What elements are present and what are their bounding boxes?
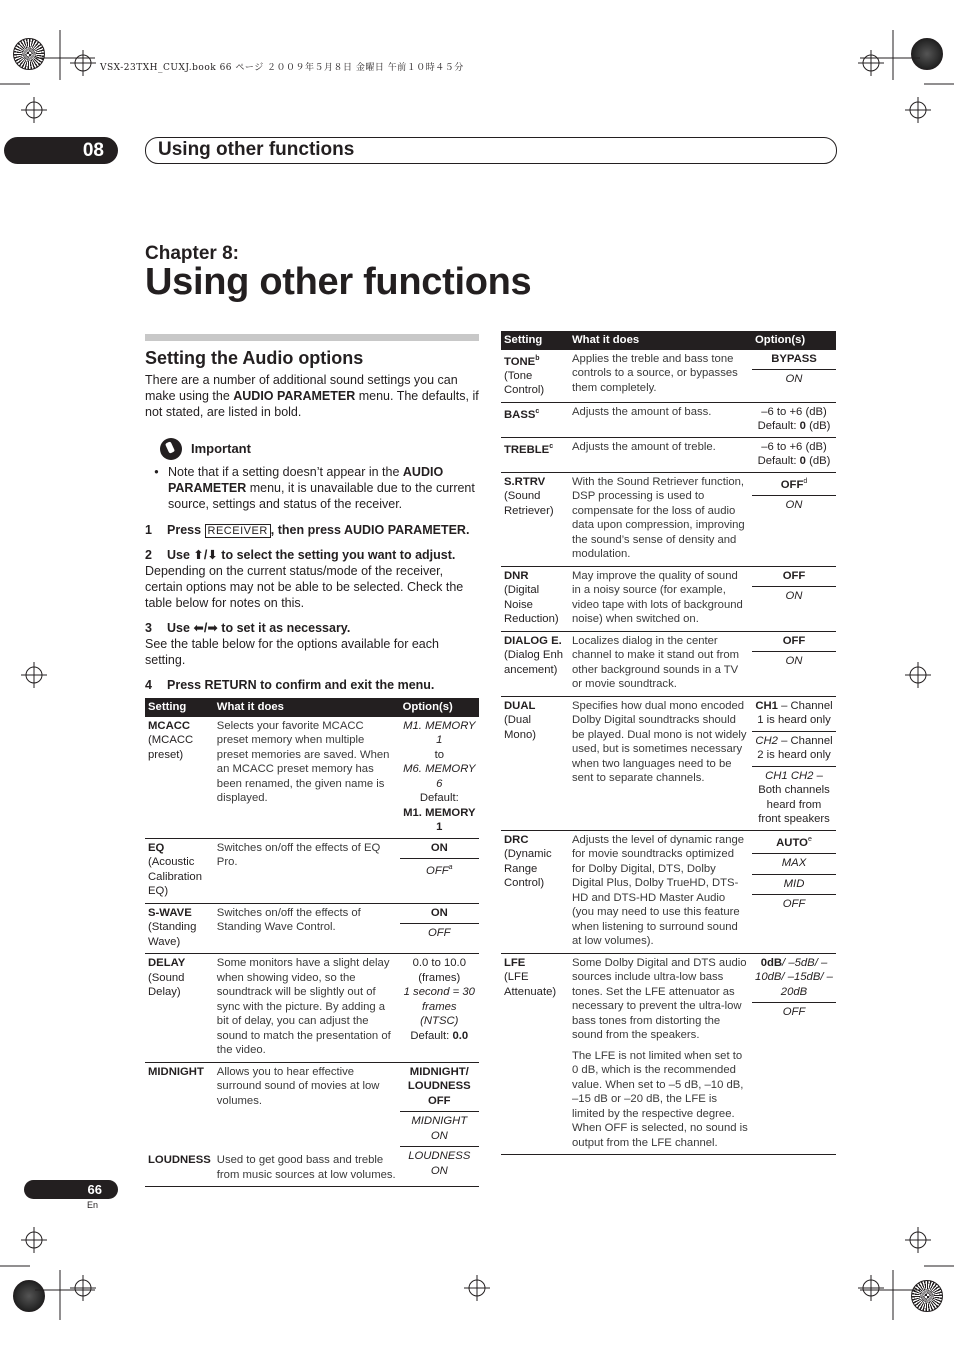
table-row: BASS$^c$ Adjusts the amount of bass. –6 to +6 (dB) Default: 0 (dB) — [501, 402, 836, 437]
table-row: MCACC (MCACC preset) Selects your favorite MCACC preset memory when multiple preset memories are saved. When an MCACC preset memory has been renamed, the given name is displayed. M1. MEMORY 1 to M6. MEMORY 6 Default: M1. MEMORY 1 — [145, 717, 479, 839]
section-heading: Setting the Audio options — [145, 348, 364, 368]
col-header-what: What it does — [569, 331, 752, 350]
table-row: LOUDNESS Used to get good bass and treble from music sources at low volumes. LOUDNESS ON — [145, 1147, 479, 1187]
language-label: En — [87, 1200, 99, 1210]
intro-paragraph: There are a number of additional sound settings you can make using the AUDIO PARAMETER menu. The defaults, if not stated, are listed in bold. — [145, 373, 479, 419]
table-row: TONE$^b$ (Tone Control) Applies the treble and bass tone controls to a source, or bypasses them completely. BYPASS ON — [501, 350, 836, 403]
step-1: 1 Press RECEIVER , then press AUDIO PARAMETER. — [145, 523, 470, 537]
table-row: DUAL (Dual Mono) Specifies how dual mono encoded Dolby Digital soundtracks should be played. Dual mono is not widely used, but is sometimes necessary when two languages need to be sent to separate channels. CH1 – Channel 1 is heard only CH2 – Channel 2 is heard only CH1 CH2 – Both channels heard from front speakers — [501, 696, 836, 830]
important-icon — [160, 438, 182, 460]
chapter-title: Using other functions — [145, 261, 532, 303]
table-row: LFE (LFE Attenuate) Some Dolby Digital and DTS audio sources include ultra-low bass tones. Set the LFE attenuator as necessary to prevent the ultra-low bass tones from distorting the sound from the speakers. The LFE is not limited when set to 0 dB, which is the recommended value. When set to –5 dB, –10 dB, –15 dB or –20 dB, the LFE is limited by the respective degree. When OFF is selected, no sound is output from the LFE channel. 0dB/ –5dB/ –10dB/ –15dB/ –20dB OFF — [501, 953, 836, 1155]
col-header-setting: Setting — [501, 331, 569, 350]
important-bullet: • Note that if a setting doesn’t appear in the AUDIO PARAMETER menu, it is unavailable due to the current source, settings and status of the receiver. — [154, 465, 475, 511]
top-title: Using other functions — [158, 139, 355, 160]
important-label: Important — [191, 441, 251, 456]
step-4: 4 Press RETURN to confirm and exit the menu. — [145, 678, 435, 692]
right-column — [501, 331, 836, 1155]
table-row: TREBLE$^c$ Adjusts the amount of treble. –6 to +6 (dB) Default: 0 (dB) — [501, 437, 836, 472]
chapter-badge: 08 — [4, 137, 118, 164]
left-column — [145, 334, 479, 1187]
table-row: S-WAVE (Standing Wave) Switches on/off the effects of Standing Wave Control. ON OFF — [145, 903, 479, 954]
col-header-options: Option(s) — [752, 331, 836, 350]
table-row: MIDNIGHT Allows you to hear effective surround sound of movies at low volumes. MIDNIGHT/ LOUDNESS OFF MIDNIGHT ON — [145, 1062, 479, 1147]
step-3: 3 Use ⬅/➡ to set it as necessary. — [145, 621, 351, 635]
step-3-desc: See the table below for the options available for each setting. — [145, 637, 439, 667]
chapter-label: Chapter 8: — [145, 243, 239, 264]
section-rule — [145, 334, 479, 341]
options-table-left — [145, 698, 479, 1187]
col-header-options: Option(s) — [400, 698, 479, 717]
table-row: EQ (Acoustic Calibration EQ) Switches on/off the effects of EQ Pro. ON OFF$^a$ — [145, 838, 479, 903]
table-row: DIALOG E. (Dialog Enhancement) Localizes dialog in the center channel to make it stand out from other background sounds in a TV or movie soundtrack. OFF ON — [501, 631, 836, 696]
page-number-badge: 66 — [24, 1180, 118, 1199]
options-table-right — [501, 331, 836, 1155]
receiver-button-label: RECEIVER — [205, 524, 271, 538]
step-2-desc: Depending on the current status/mode of the receiver, certain options may not be able to be selected. Check the table below for notes on this. — [145, 564, 464, 610]
col-header-what: What it does — [214, 698, 400, 717]
table-row: DELAY (Sound Delay) Some monitors have a slight delay when showing video, so the soundtrack will be slightly out of sync with the picture. By adding a bit of delay, you can adjust the sound to match the presentation of the video. 0.0 to 10.0 (frames) 1 second = 30 frames (NTSC) Default: 0.0 — [145, 954, 479, 1063]
table-row: DRC (Dynamic Range Control) Adjusts the level of dynamic range for movie soundtracks optimized for Dolby Digital, DTS, Dolby Digital Plus, Dolby TrueHD, DTS-HD and DTS-HD Master Audio (you may need to use this feature when listening to surround sound at low volumes). AUTO$^e$ MAX MID OFF — [501, 830, 836, 953]
table-row: S.RTRV (Sound Retriever) With the Sound Retriever function, DSP processing is used to compensate for the loss of audio data upon compression, improving the sound’s sense of density and modulation. OFF$^d$ ON — [501, 472, 836, 566]
step-2: 2 Use ⬆/⬇ to select the setting you want to adjust. — [145, 548, 456, 562]
print-header: VSX-23TXH_CUXJ.book 66 ページ ２００９年５月８日 金曜日 午前１０時４５分 — [100, 63, 464, 73]
table-row: DNR (Digital Noise Reduction) May improve the quality of sound in a noisy source (for example, video tape with lots of background noise) when switched on. OFF ON — [501, 566, 836, 631]
col-header-setting: Setting — [145, 698, 214, 717]
important-box — [145, 438, 479, 460]
